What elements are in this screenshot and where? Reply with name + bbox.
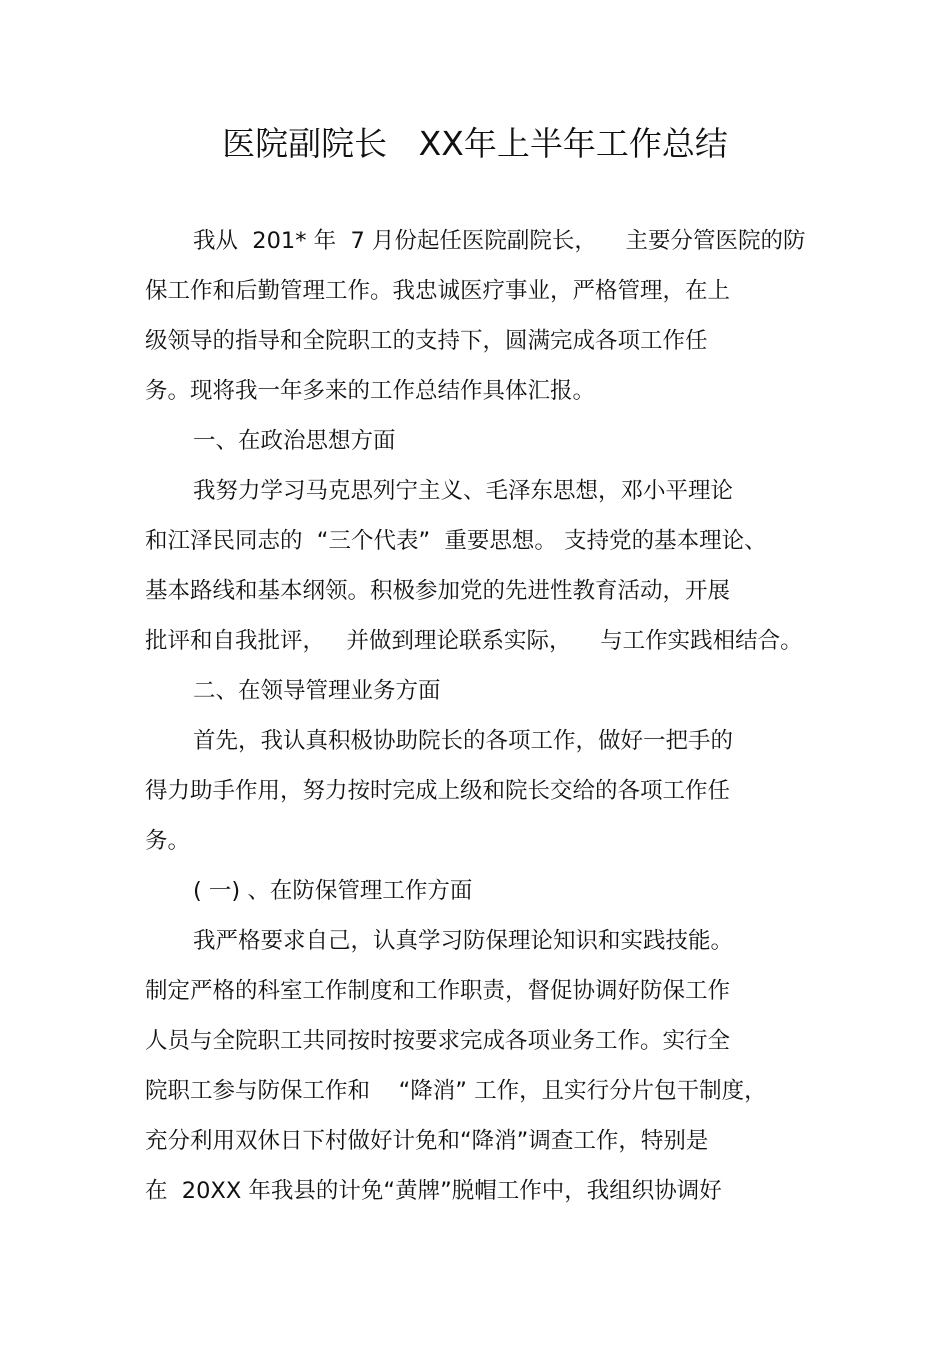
paragraph-line: 基本路线和基本纲领。积极参加党的先进性教育活动，开展 [145, 578, 731, 604]
paragraph-line: 首先，我认真积极协助院长的各项工作，做好一把手的 [193, 728, 734, 754]
paragraph-line: 我严格要求自己，认真学习防保理论知识和实践技能。 [193, 928, 734, 954]
paragraph-line: 充分利用双休日下村做好计免和“降消”调查工作，特别是 [145, 1128, 709, 1154]
paragraph-line: 级领导的指导和全院职工的支持下，圆满完成各项工作任 [145, 328, 708, 354]
paragraph-line: 我从 201* 年 7 月份起任医院副院长， 主要分管医院的防 [193, 228, 806, 254]
paragraph-line: 在 20XX 年我县的计免“黄牌”脱帽工作中，我组织协调好 [145, 1178, 722, 1204]
paragraph-line: 制定严格的科室工作制度和工作职责，督促协调好防保工作 [145, 978, 731, 1004]
subsection-heading: ( 一) 、在防保管理工作方面 [193, 878, 473, 904]
paragraph-line: 务。 [145, 828, 191, 854]
paragraph-line: 和江泽民同志的 “三个代表” 重要思想。 支持党的基本理论、 [145, 528, 767, 554]
document-title: 医院副院长 XX年上半年工作总结 [222, 124, 728, 163]
section-heading: 一、在政治思想方面 [193, 428, 396, 454]
paragraph-line: 得力助手作用，努力按时完成上级和院长交给的各项工作任 [145, 778, 731, 804]
paragraph-line: 院职工参与防保工作和 “降消” 工作，且实行分片包干制度， [145, 1078, 767, 1104]
paragraph-line: 我努力学习马克思列宁主义、毛泽东思想，邓小平理论 [193, 478, 734, 504]
section-heading: 二、在领导管理业务方面 [193, 678, 441, 704]
paragraph-line: 批评和自我批评， 并做到理论联系实际， 与工作实践相结合。 [145, 628, 803, 654]
paragraph-line: 人员与全院职工共同按时按要求完成各项业务工作。实行全 [145, 1028, 731, 1054]
paragraph-line: 务。现将我一年多来的工作总结作具体汇报。 [145, 378, 596, 404]
paragraph-line: 保工作和后勤管理工作。我忠诚医疗事业，严格管理，在上 [145, 278, 731, 304]
